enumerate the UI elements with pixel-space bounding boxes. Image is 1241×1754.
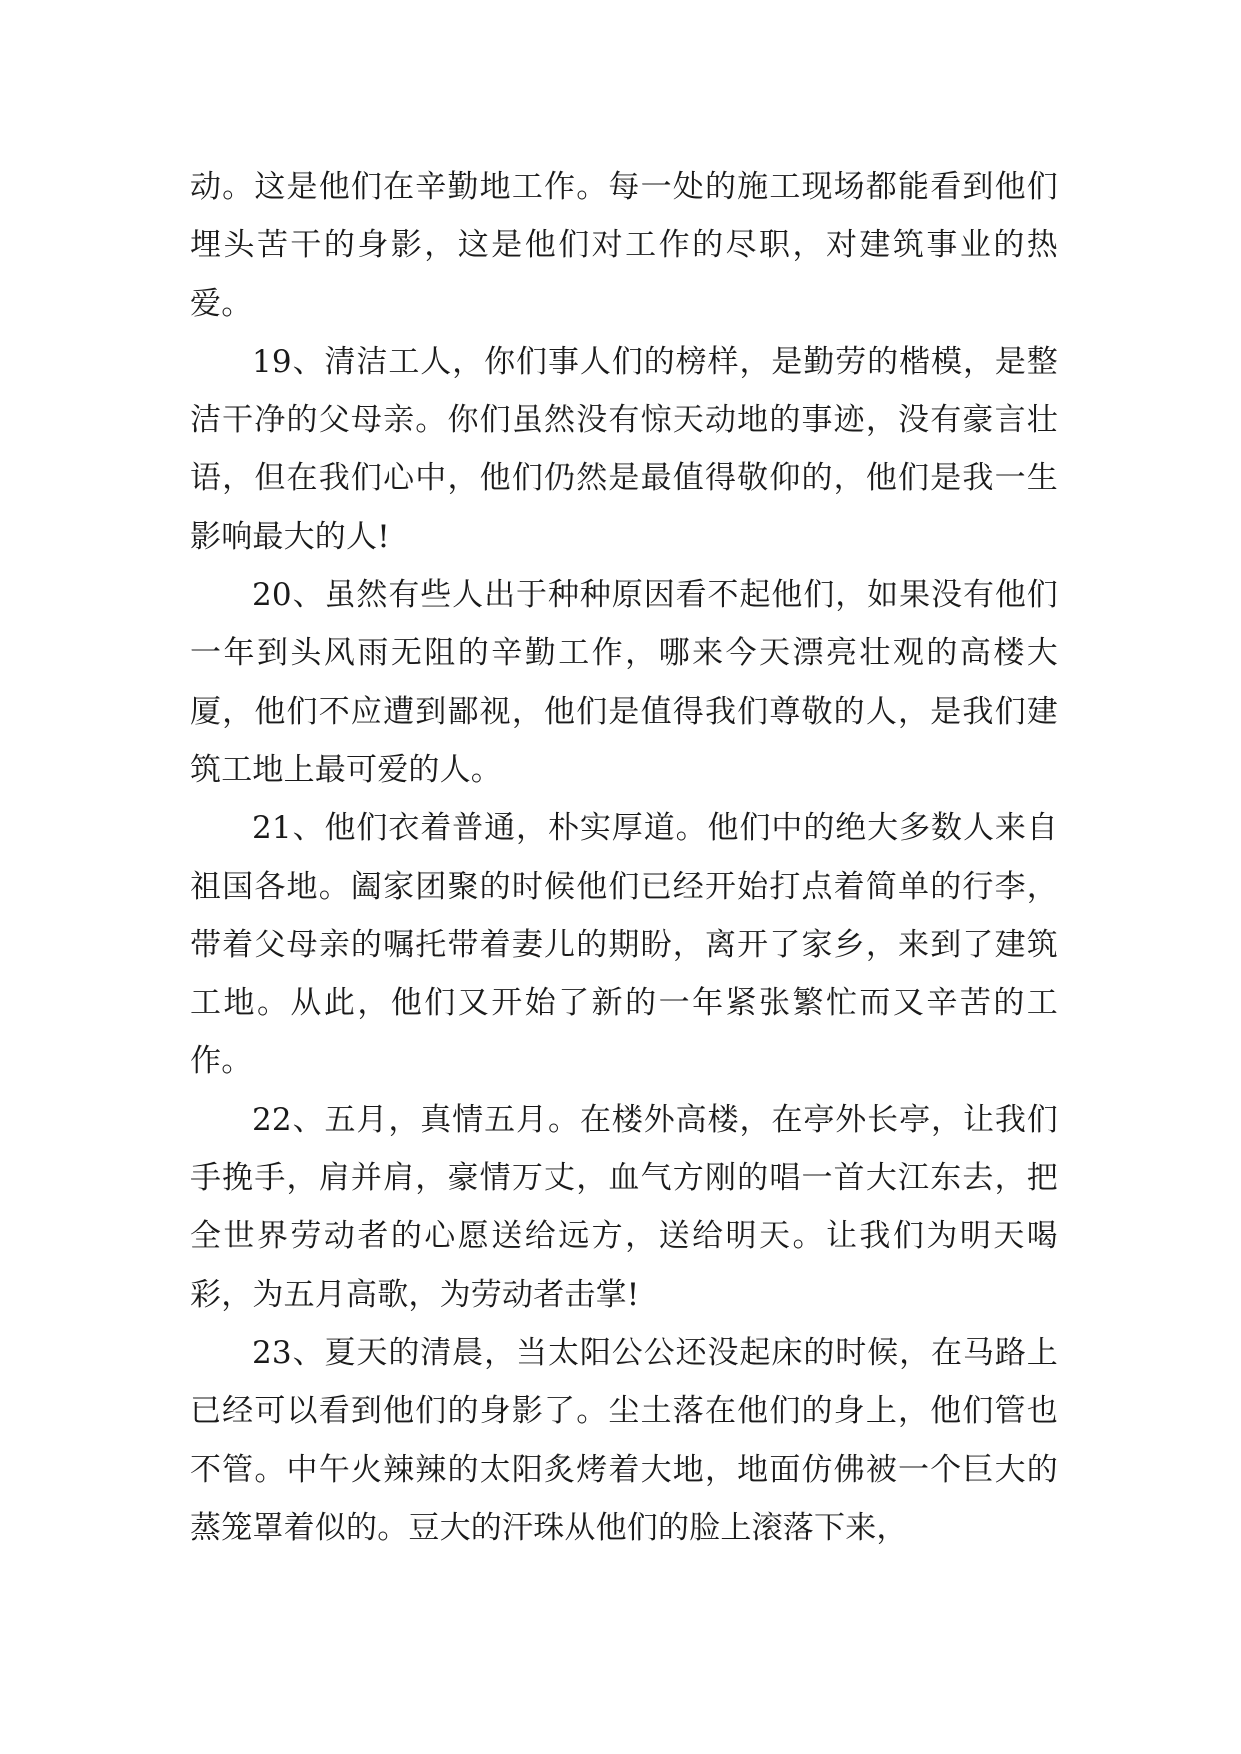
paragraph-23: 23、夏天的清晨，当太阳公公还没起床的时候，在马路上已经可以看到他们的身影了。尘土落在他们的身上，他们管也不管。中午火辣辣的太阳炙烤着大地，地面仿佛被一个巨大的蒸笼罩着似的。豆大的汗珠从他们的脸上滚落下来， — [190, 1334, 1058, 1546]
paragraph-19: 19、清洁工人，你们事人们的榜样，是勤劳的楷模，是整洁干净的父母亲。你们虽然没有惊天动地的事迹，没有豪言壮语，但在我们心中，他们仍然是最值得敬仰的，他们是我一生影响最大的人! — [190, 343, 1058, 555]
paragraph-21: 21、他们衣着普通，朴实厚道。他们中的绝大多数人来自祖国各地。阖家团聚的时候他们已经开始打点着简单的行李，带着父母亲的嘱托带着妻儿的期盼，离开了家乡，来到了建筑工地。从此，他们又开始了新的一年紧张繁忙而又辛苦的工作。 — [190, 810, 1058, 1080]
paragraph-20: 20、虽然有些人出于种种原因看不起他们，如果没有他们一年到头风雨无阻的辛勤工作，哪来今天漂亮壮观的高楼大厦，他们不应遭到鄙视，他们是值得我们尊敬的人，是我们建筑工地上最可爱的人。 — [190, 577, 1058, 788]
paragraph-22: 22、五月，真情五月。在楼外高楼，在亭外长亭，让我们手挽手，肩并肩，豪情万丈，血气方刚的唱一首大江东去，把全世界劳动者的心愿送给远方，送给明天。让我们为明天喝彩，为五月高歌，为劳动者击掌! — [190, 1101, 1058, 1313]
paragraph-continuation: 动。这是他们在辛勤地工作。每一处的施工现场都能看到他们埋头苦干的身影，这是他们对工作的尽职，对建筑事业的热爱。 — [190, 169, 1058, 322]
document-body — [190, 158, 1058, 1557]
